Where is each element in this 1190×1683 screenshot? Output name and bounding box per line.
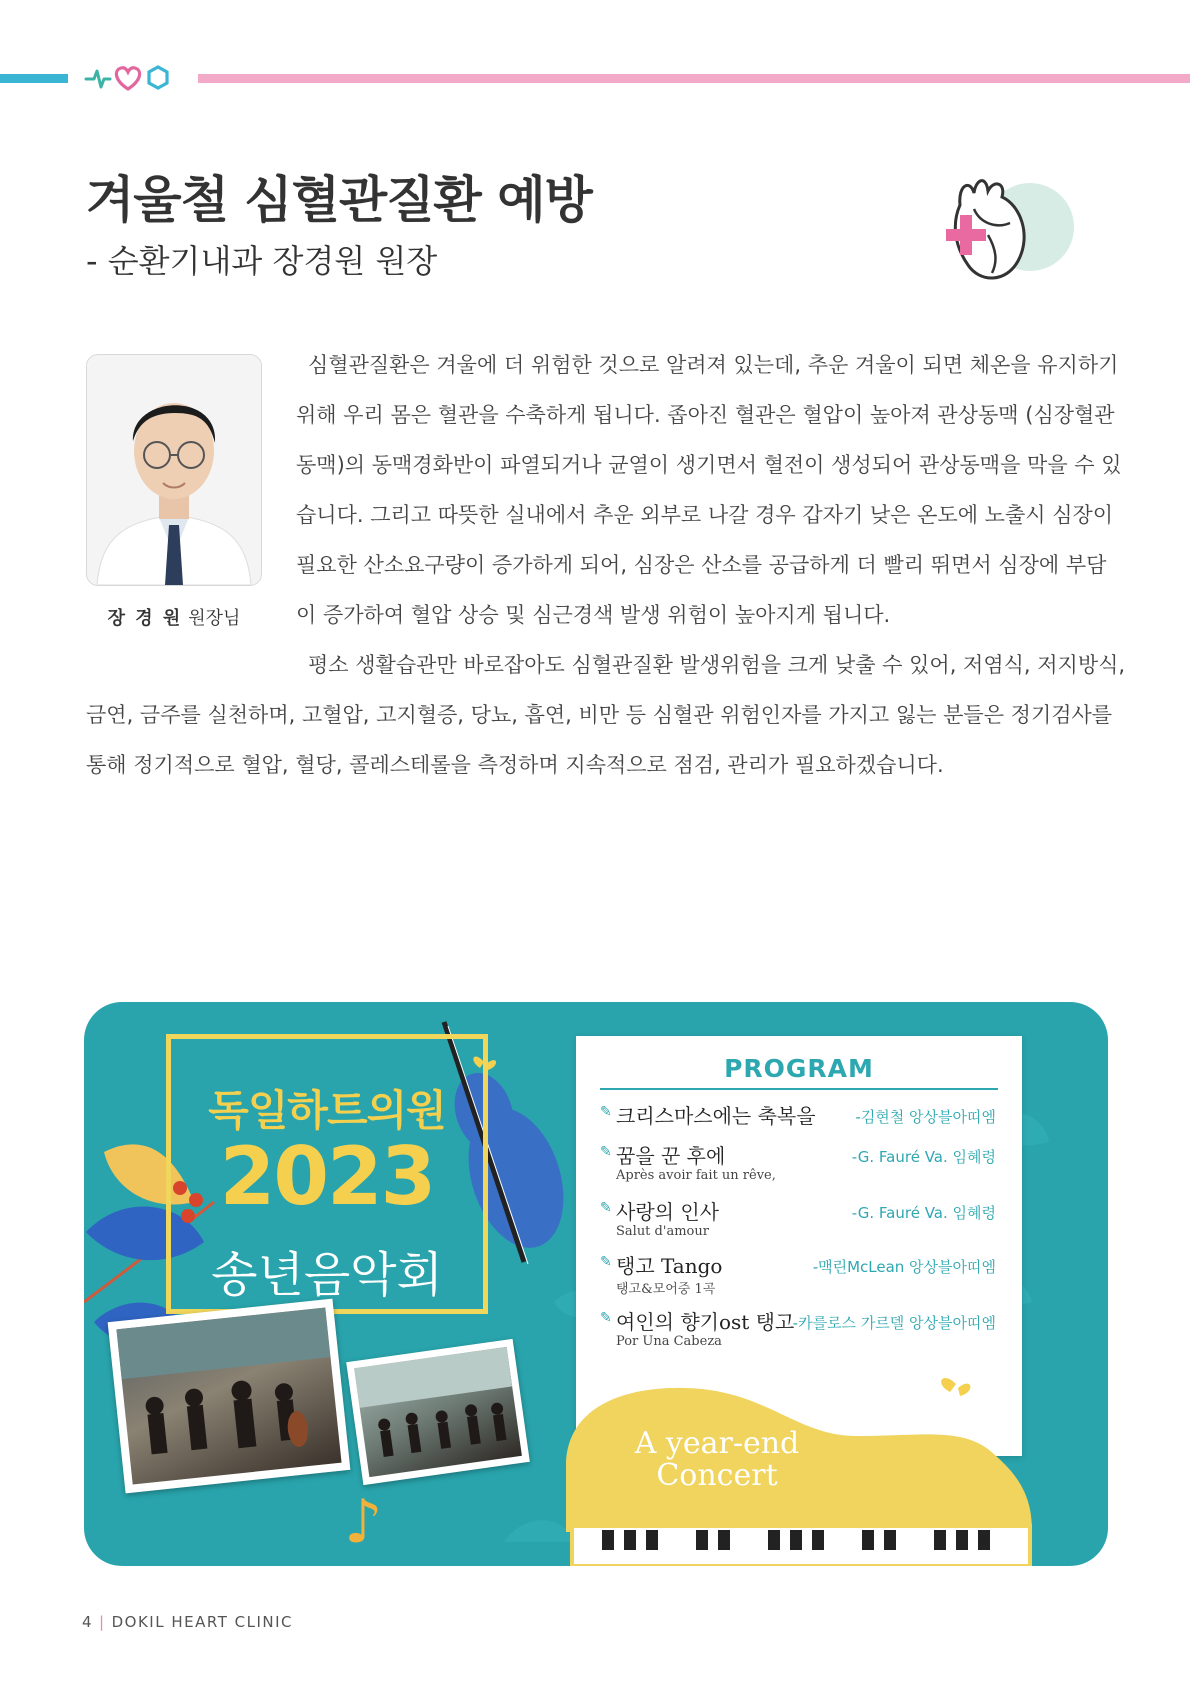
pen-icon: ✎ — [600, 1310, 612, 1326]
piano-text-line-1: A year-end — [634, 1426, 800, 1461]
music-note-icon — [344, 1487, 382, 1557]
program-item-title: 탱고 Tango — [616, 1254, 723, 1278]
ensemble-photo — [354, 1347, 522, 1477]
program-item-subtitle: Por Una Cabeza — [616, 1334, 722, 1349]
program-item-subtitle: 탱고&모어중 1곡 — [616, 1282, 716, 1297]
footer-separator: | — [99, 1613, 106, 1631]
doctor-portrait — [86, 354, 262, 586]
health-icons — [84, 62, 184, 94]
concert-event-name: 송년음악회 — [211, 1247, 443, 1303]
musicians-photo — [116, 1307, 341, 1484]
header-bar-blue — [0, 74, 68, 83]
doctor-photo — [87, 355, 261, 585]
doctor-role: 원장님 — [188, 608, 241, 629]
hexagon-icon — [149, 67, 167, 88]
svg-text:♪: ♪ — [344, 1487, 383, 1557]
program-title: PROGRAM — [724, 1054, 874, 1083]
concert-year: 2023 — [219, 1130, 435, 1223]
program-item — [600, 1306, 1010, 1358]
article-paragraph-1 — [296, 340, 1122, 640]
anatomical-heart-icon — [940, 165, 1080, 295]
concert-photo-1 — [108, 1299, 351, 1494]
program-item-title: 꿈을 꾼 후에 — [616, 1144, 726, 1168]
program-item-performer: -G. Fauré Va. 임혜령 — [851, 1204, 996, 1222]
article-line: 이 증가하여 혈압 상승 및 심근경색 발생 위험이 높아지게 됩니다. — [296, 603, 891, 627]
header-bar-pink — [198, 74, 1190, 83]
program-item — [600, 1196, 1010, 1248]
program-item-performer: -G. Fauré Va. 임혜령 — [851, 1148, 996, 1166]
program-divider — [600, 1088, 998, 1090]
program-item-performer: -맥린McLean 앙상블아띠엠 — [812, 1258, 996, 1276]
pen-icon: ✎ — [600, 1254, 612, 1270]
doctor-caption — [86, 604, 262, 630]
article-line: 동맥)의 동맥경화반이 파열되거나 균열이 생기면서 혈전이 생성되어 관상동맥을 막을 수 있 — [296, 453, 1122, 477]
pen-icon: ✎ — [600, 1144, 612, 1160]
program-item-performer: -카를로스 가르델 앙상블아띠엠 — [792, 1314, 996, 1332]
article-line: 심혈관질환은 겨울에 더 위험한 것으로 알려져 있는데, 추운 겨울이 되면 체온을 유지하기 — [308, 353, 1119, 377]
article-line: 필요한 산소요구량이 증가하게 되어, 심장은 산소를 공급하게 더 빨리 뛰면서 심장에 부담 — [296, 553, 1107, 577]
doctor-name: 장 경 원 — [107, 608, 183, 629]
program-item-title: 사랑의 인사 — [616, 1200, 719, 1224]
pen-icon: ✎ — [600, 1104, 612, 1120]
article-paragraph-2 — [86, 640, 1125, 790]
program-item-title: 여인의 향기ost 탱고 — [616, 1310, 795, 1334]
article-line: 습니다. 그리고 따뜻한 실내에서 추운 외부로 나갈 경우 갑자기 낮은 온도에 노출시 심장이 — [296, 503, 1114, 527]
page-title: 겨울철 심혈관질환 예방 — [86, 171, 592, 229]
page-footer — [82, 1613, 293, 1631]
piano-text — [612, 1428, 822, 1492]
article-line: 통해 정기적으로 혈압, 혈당, 콜레스테롤을 측정하며 지속적으로 점검, 관리가 필요하겠습니다. — [86, 753, 944, 777]
program-item-performer: -김현철 앙상블아띠엠 — [855, 1108, 996, 1126]
program-item-title: 크리스마스에는 축복을 — [616, 1104, 816, 1128]
concert-photo-2 — [346, 1339, 530, 1485]
page-number: 4 — [82, 1613, 94, 1631]
article-line: 위해 우리 몸은 혈관을 수축하게 됩니다. 좁아진 혈관은 혈압이 높아져 관상동맥 (심장혈관 — [296, 403, 1115, 427]
program-item-subtitle: Après avoir fait un rêve, — [616, 1168, 776, 1183]
heart-icon — [116, 68, 139, 89]
program-item-subtitle: Salut d'amour — [616, 1224, 709, 1239]
program-item — [600, 1250, 1010, 1302]
page-subtitle: - 순환기내과 장경원 원장 — [86, 242, 438, 280]
butterfly-icon — [941, 1378, 970, 1396]
pen-icon: ✎ — [600, 1200, 612, 1216]
article-line: 금연, 금주를 실천하며, 고혈압, 고지혈증, 당뇨, 흡연, 비만 등 심혈관 위험인자를 가지고 잃는 분들은 정기검사를 — [86, 703, 1113, 727]
footer-clinic-name: DOKIL HEART CLINIC — [111, 1613, 294, 1631]
heartbeat-icon — [86, 71, 110, 87]
article-line: 평소 생활습관만 바로잡아도 심혈관질환 발생위험을 크게 낮출 수 있어, 저염식, 저지방식, — [308, 653, 1126, 677]
piano-text-line-2: Concert — [656, 1458, 778, 1493]
concert-clinic-name: 독일하트의원 — [208, 1086, 446, 1135]
program-item — [600, 1140, 1010, 1192]
